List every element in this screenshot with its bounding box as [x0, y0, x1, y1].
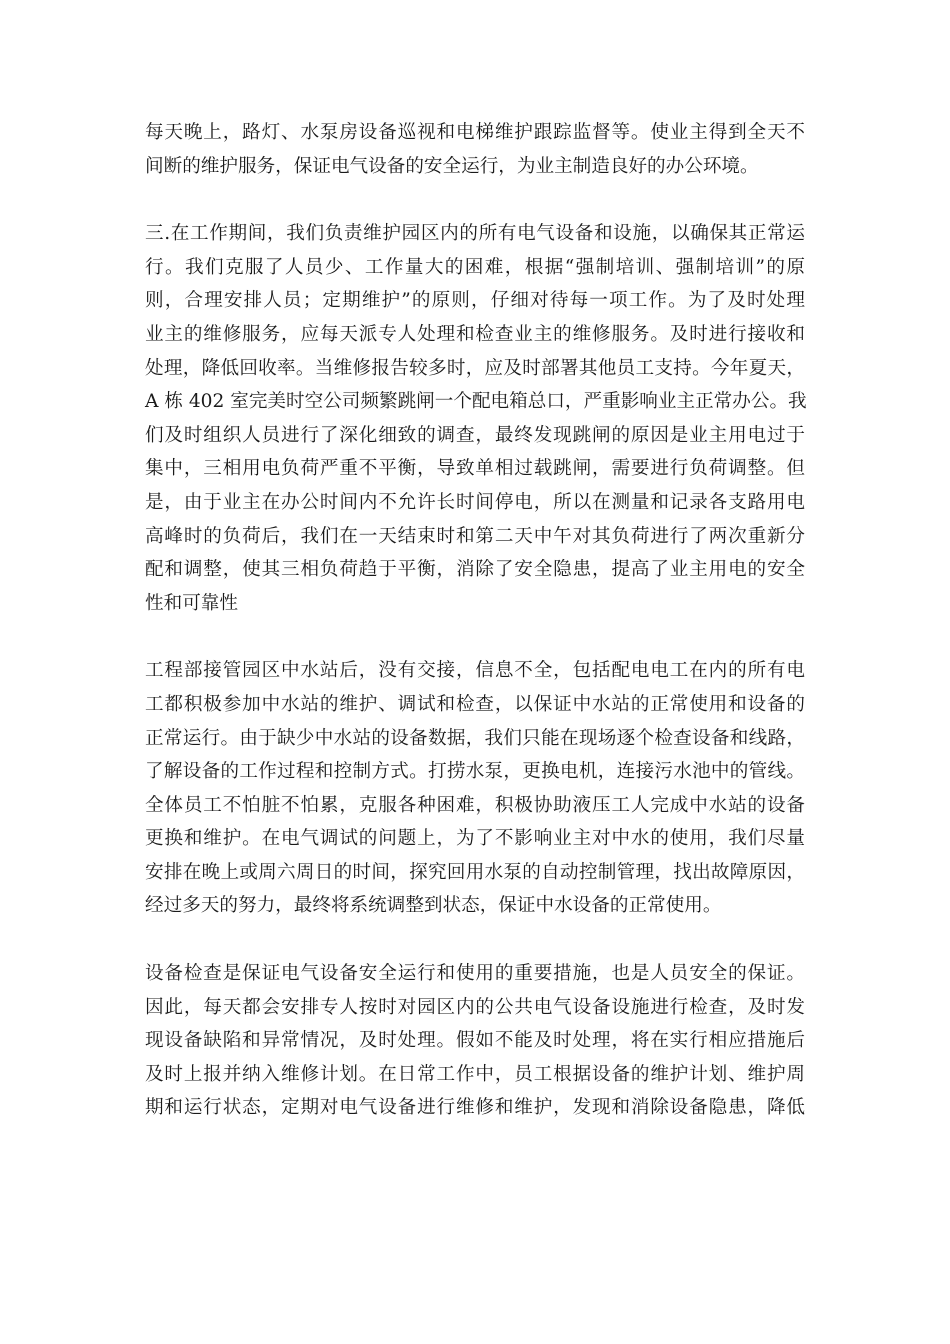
text-line: 高峰时的负荷后，我们在一天结束时和第二天中午对其负荷进行了两次重新分 — [145, 525, 805, 547]
text-line: 设备检查是保证电气设备安全运行和使用的重要措施，也是人员安全的保证。 — [145, 963, 805, 985]
text-line: 工都积极参加中水站的维护、调试和检查，以保证中水站的正常使用和设备的 — [145, 693, 805, 715]
text-line: 业主的维修服务，应每天派专人处理和检查业主的维修服务。及时进行接收和 — [145, 323, 805, 345]
text-line: 现设备缺陷和异常情况，及时处理。假如不能及时处理，将在实行相应措施后 — [145, 1030, 805, 1052]
text-line: 经过多天的努力，最终将系统调整到状态，保证中水设备的正常使用。 — [145, 895, 722, 917]
paragraph-3 — [145, 654, 805, 923]
text-line: 更换和维护。在电气调试的问题上，为了不影响业主对中水的使用，我们尽量 — [145, 828, 805, 850]
text-line: 因此，每天都会安排专人按时对园区内的公共电气设备设施进行检查，及时发 — [145, 996, 805, 1018]
text-line: 工程部接管园区中水站后，没有交接，信息不全，包括配电电工在内的所有电 — [145, 660, 805, 682]
text-line: 则，合理安排人员；定期维护”的原则，仔细对待每一项工作。为了及时处理 — [145, 290, 805, 312]
paragraph-2 — [145, 217, 805, 620]
text-line: 了解设备的工作过程和控制方式。打捞水泵，更换电机，连接污水池中的管线。 — [145, 761, 805, 783]
text-line: 正常运行。由于缺少中水站的设备数据，我们只能在现场逐个检查设备和线路， — [145, 727, 805, 749]
text-line: 行。我们克服了人员少、工作量大的困难，根据“强制培训、强制培训”的原 — [145, 256, 805, 278]
text-line: 每天晚上，路灯、水泵房设备巡视和电梯维护跟踪监督等。使业主得到全天不 — [145, 122, 805, 143]
text-line: 全体员工不怕脏不怕累，克服各种困难，积极协助液压工人完成中水站的设备 — [145, 794, 805, 816]
document-body — [145, 116, 805, 1159]
text-line: 期和运行状态，定期对电气设备进行维修和维护，发现和消除设备隐患，降低 — [145, 1097, 805, 1119]
text-line: 配和调整，使其三相负荷趋于平衡，消除了安全隐患，提高了业主用电的安全 — [145, 559, 805, 581]
text-line: 们及时组织人员进行了深化细致的调查，最终发现跳闸的原因是业主用电过于 — [145, 424, 805, 446]
text-line: 性和可靠性 — [145, 592, 238, 614]
text-line: 间断的维护服务，保证电气设备的安全运行，为业主制造良好的办公环境。 — [145, 155, 759, 177]
text-line: 是，由于业主在办公时间内不允许长时间停电，所以在测量和记录各支路用电 — [145, 491, 805, 513]
paragraph-4 — [145, 957, 805, 1125]
text-line: 集中，三相用电负荷严重不平衡，导致单相过载跳闸，需要进行负荷调整。但 — [145, 458, 805, 480]
text-line: A 栋 402 室完美时空公司频繁跳闸一个配电箱总口，严重影响业主正常办公。我 — [145, 391, 807, 413]
text-line: 三.在工作期间，我们负责维护园区内的所有电气设备和设施，以确保其正常运 — [145, 223, 805, 245]
text-line: 及时上报并纳入维修计划。在日常工作中，员工根据设备的维护计划、维护周 — [145, 1063, 805, 1085]
text-line: 处理，降低回收率。当维修报告较多时，应及时部署其他员工支持。今年夏天， — [145, 357, 805, 379]
paragraph-1 — [145, 116, 805, 183]
text-line: 安排在晚上或周六周日的时间，探究回用水泵的自动控制管理，找出故障原因， — [145, 861, 805, 883]
